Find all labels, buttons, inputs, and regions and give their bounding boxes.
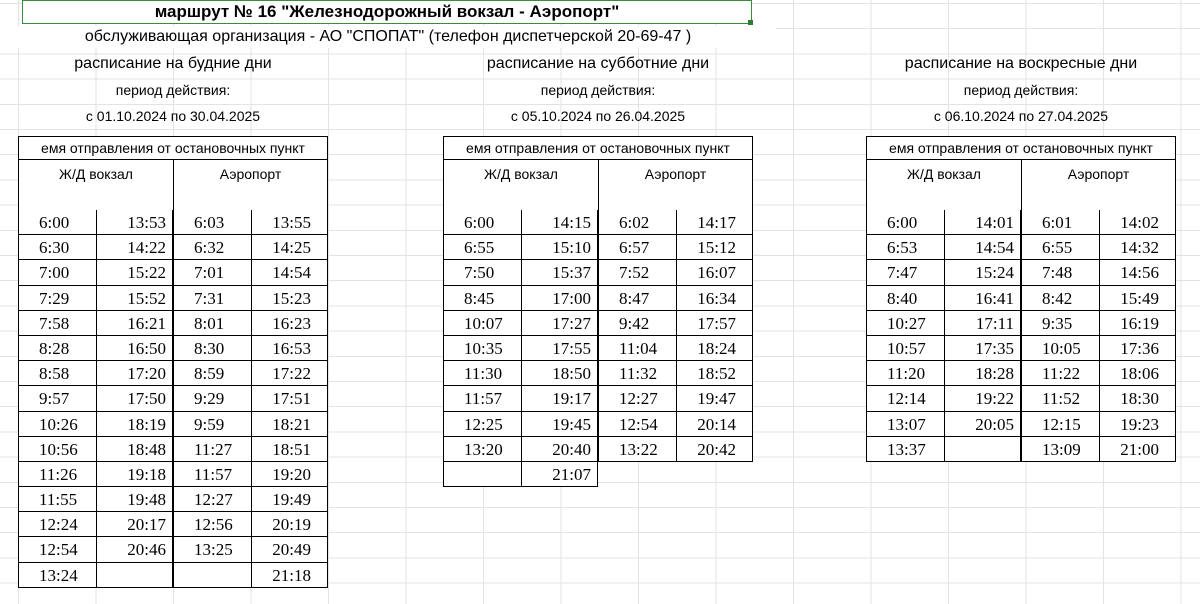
time-cell[interactable]: 13:09: [1021, 437, 1099, 462]
caption-text: емя отправления от остановочных пункт: [41, 140, 305, 156]
weekday-table-caption[interactable]: [18, 136, 328, 159]
table-row: [443, 412, 753, 437]
time-cell[interactable]: 11:55: [18, 487, 96, 512]
time-cell[interactable]: 17:22: [251, 361, 329, 386]
selection-handle[interactable]: [748, 20, 753, 25]
weekday-period: с 01.10.2024 по 30.04.2025: [85, 108, 261, 124]
table-row: [866, 412, 1176, 437]
time-cell[interactable]: [173, 563, 251, 588]
time-cell[interactable]: 11:22: [1021, 361, 1099, 386]
time-cell[interactable]: 19:48: [96, 487, 174, 512]
time-cell[interactable]: 13:07: [866, 412, 944, 437]
time-cell[interactable]: 9:59: [173, 412, 251, 437]
time-cell[interactable]: 9:57: [18, 386, 96, 411]
saturday-period-label: период действия:: [540, 82, 656, 98]
time-cell[interactable]: 18:19: [96, 412, 174, 437]
time-cell[interactable]: 16:41: [944, 286, 1022, 311]
time-cell[interactable]: 11:27: [173, 437, 251, 462]
table-row: [866, 210, 1176, 235]
saturday-title: расписание на субботние дни: [486, 55, 710, 72]
time-cell[interactable]: 14:15: [521, 210, 599, 235]
time-cell[interactable]: 20:42: [676, 437, 754, 462]
time-cell[interactable]: 20:49: [251, 537, 329, 562]
time-cell[interactable]: 11:57: [443, 386, 521, 411]
weekday-header: [18, 54, 328, 126]
time-cell[interactable]: 14:32: [1099, 235, 1177, 260]
time-cell[interactable]: 17:57: [676, 311, 754, 336]
time-cell[interactable]: 13:20: [443, 437, 521, 462]
weekday-schedule-table: [18, 136, 328, 588]
time-cell[interactable]: 20:46: [96, 537, 174, 562]
table-row: [443, 311, 753, 336]
table-row: [866, 361, 1176, 386]
time-cell[interactable]: [96, 563, 174, 588]
table-row: [18, 260, 328, 285]
sunday-table-caption[interactable]: [866, 136, 1176, 159]
weekday-period-label: период действия:: [115, 82, 231, 98]
time-cell[interactable]: 19:23: [1099, 412, 1177, 437]
time-cell[interactable]: 6:03: [173, 210, 251, 235]
time-cell[interactable]: 6:32: [173, 235, 251, 260]
time-cell[interactable]: 11:57: [173, 462, 251, 487]
time-cell[interactable]: 12:24: [18, 512, 96, 537]
table-row: [18, 487, 328, 512]
table-row: [443, 437, 753, 462]
time-cell[interactable]: 12:25: [443, 412, 521, 437]
time-cell[interactable]: 10:56: [18, 437, 96, 462]
table-row: [18, 412, 328, 437]
time-cell[interactable]: 16:07: [676, 260, 754, 285]
time-cell[interactable]: 11:04: [598, 336, 676, 361]
time-cell[interactable]: 14:54: [251, 260, 329, 285]
route-title[interactable]: маршрут № 16 "Железнодорожный вокзал - Аэропорт": [22, 0, 752, 24]
time-cell[interactable]: 6:00: [443, 210, 521, 235]
time-cell[interactable]: 11:20: [866, 361, 944, 386]
time-cell[interactable]: 11:26: [18, 462, 96, 487]
time-cell[interactable]: 17:00: [521, 286, 599, 311]
time-cell[interactable]: 16:23: [251, 311, 329, 336]
time-cell[interactable]: 13:22: [598, 437, 676, 462]
time-cell[interactable]: 19:47: [676, 386, 754, 411]
time-cell[interactable]: 12:27: [173, 487, 251, 512]
sunday-header: [866, 54, 1176, 126]
time-cell[interactable]: 8:01: [173, 311, 251, 336]
time-cell[interactable]: 19:45: [521, 412, 599, 437]
table-row: [18, 537, 328, 562]
time-cell[interactable]: 7:50: [443, 260, 521, 285]
time-cell[interactable]: 8:40: [866, 286, 944, 311]
time-cell[interactable]: 6:53: [866, 235, 944, 260]
time-cell[interactable]: 13:24: [18, 563, 96, 588]
time-cell[interactable]: 7:52: [598, 260, 676, 285]
time-cell[interactable]: 13:55: [251, 210, 329, 235]
table-row: [18, 286, 328, 311]
weekday-stop-headers: [18, 159, 328, 210]
time-cell[interactable]: 19:20: [251, 462, 329, 487]
time-cell[interactable]: 19:49: [251, 487, 329, 512]
table-row: [866, 336, 1176, 361]
time-cell[interactable]: 20:14: [676, 412, 754, 437]
time-cell[interactable]: 13:37: [866, 437, 944, 462]
organization-line: обслуживающая организация - АО "СПОПАТ" (телефон диспетчерской 20-69-47 ): [0, 26, 776, 48]
time-cell[interactable]: 12:54: [18, 537, 96, 562]
time-cell[interactable]: 15:22: [96, 260, 174, 285]
empty-area: [676, 462, 754, 487]
table-row: [866, 311, 1176, 336]
saturday-stop-headers: [443, 159, 753, 210]
time-cell[interactable]: 7:31: [173, 286, 251, 311]
time-cell[interactable]: 18:48: [96, 437, 174, 462]
stop-header-rail-station[interactable]: Ж/Д вокзал: [484, 166, 558, 182]
time-cell[interactable]: 7:00: [18, 260, 96, 285]
saturday-schedule-table: [443, 136, 753, 487]
time-cell[interactable]: 7:29: [18, 286, 96, 311]
sunday-schedule-table: [866, 136, 1176, 462]
time-cell[interactable]: 10:35: [443, 336, 521, 361]
time-cell[interactable]: 7:58: [18, 311, 96, 336]
time-cell[interactable]: 18:24: [676, 336, 754, 361]
time-cell[interactable]: 14:17: [676, 210, 754, 235]
sunday-stop-headers: [866, 159, 1176, 210]
stop-header-airport[interactable]: Аэропорт: [1021, 160, 1175, 210]
time-cell[interactable]: 17:55: [521, 336, 599, 361]
table-row: [443, 260, 753, 285]
time-cell[interactable]: 20:17: [96, 512, 174, 537]
time-cell[interactable]: 12:56: [173, 512, 251, 537]
time-cell[interactable]: 10:07: [443, 311, 521, 336]
time-cell[interactable]: 21:07: [521, 462, 599, 487]
table-row: [443, 286, 753, 311]
time-cell[interactable]: 19:17: [521, 386, 599, 411]
time-cell[interactable]: 12:27: [598, 386, 676, 411]
time-cell[interactable]: 15:24: [944, 260, 1022, 285]
stop-header-rail-station[interactable]: Ж/Д вокзал: [907, 166, 981, 182]
time-cell[interactable]: 11:32: [598, 361, 676, 386]
time-cell[interactable]: 16:50: [96, 336, 174, 361]
time-cell[interactable]: 17:35: [944, 336, 1022, 361]
time-cell[interactable]: 16:19: [1099, 311, 1177, 336]
time-cell[interactable]: 12:14: [866, 386, 944, 411]
time-cell[interactable]: 9:35: [1021, 311, 1099, 336]
stop-header-airport[interactable]: Аэропорт: [173, 160, 327, 210]
time-cell[interactable]: 8:58: [18, 361, 96, 386]
table-row: [866, 286, 1176, 311]
time-cell[interactable]: 19:18: [96, 462, 174, 487]
time-cell[interactable]: 8:28: [18, 336, 96, 361]
time-cell[interactable]: 8:47: [598, 286, 676, 311]
time-cell[interactable]: 17:51: [251, 386, 329, 411]
table-row: [18, 361, 328, 386]
table-row: [866, 437, 1176, 462]
time-cell[interactable]: [944, 437, 1022, 462]
caption-text: емя отправления от остановочных пункт: [466, 140, 730, 156]
time-cell[interactable]: 10:05: [1021, 336, 1099, 361]
time-cell[interactable]: 15:23: [251, 286, 329, 311]
caption-text: емя отправления от остановочных пункт: [889, 140, 1153, 156]
time-cell[interactable]: 14:02: [1099, 210, 1177, 235]
time-cell[interactable]: 17:27: [521, 311, 599, 336]
time-cell[interactable]: 14:56: [1099, 260, 1177, 285]
time-cell[interactable]: 15:37: [521, 260, 599, 285]
time-cell[interactable]: 13:25: [173, 537, 251, 562]
time-cell[interactable]: [443, 462, 521, 487]
time-cell[interactable]: 6:01: [1021, 210, 1099, 235]
time-cell[interactable]: 7:47: [866, 260, 944, 285]
time-cell[interactable]: 8:30: [173, 336, 251, 361]
table-row: [18, 462, 328, 487]
time-cell[interactable]: 14:01: [944, 210, 1022, 235]
time-cell[interactable]: 16:53: [251, 336, 329, 361]
time-cell[interactable]: 14:25: [251, 235, 329, 260]
time-cell[interactable]: 13:53: [96, 210, 174, 235]
time-cell[interactable]: 15:49: [1099, 286, 1177, 311]
time-cell[interactable]: 15:10: [521, 235, 599, 260]
table-row: [866, 386, 1176, 411]
table-row: [443, 336, 753, 361]
table-row: [443, 386, 753, 411]
time-cell[interactable]: 7:48: [1021, 260, 1099, 285]
table-row: [18, 437, 328, 462]
sunday-title: расписание на воскресные дни: [904, 55, 1138, 72]
table-row: [18, 336, 328, 361]
time-cell[interactable]: 8:59: [173, 361, 251, 386]
table-row: [18, 311, 328, 336]
time-cell[interactable]: 21:18: [251, 563, 329, 588]
time-cell[interactable]: 11:30: [443, 361, 521, 386]
table-row: [866, 260, 1176, 285]
time-cell[interactable]: 12:15: [1021, 412, 1099, 437]
stop-header-rail-station[interactable]: Ж/Д вокзал: [59, 166, 133, 182]
table-row: [18, 512, 328, 537]
saturday-period: с 05.10.2024 по 26.04.2025: [510, 108, 686, 124]
time-cell[interactable]: 18:28: [944, 361, 1022, 386]
time-cell[interactable]: 16:21: [96, 311, 174, 336]
time-cell[interactable]: 6:30: [18, 235, 96, 260]
time-cell[interactable]: 20:40: [521, 437, 599, 462]
time-cell[interactable]: 19:22: [944, 386, 1022, 411]
time-cell[interactable]: 10:57: [866, 336, 944, 361]
table-row: [443, 210, 753, 235]
time-cell[interactable]: 14:54: [944, 235, 1022, 260]
time-cell[interactable]: 6:55: [1021, 235, 1099, 260]
time-cell[interactable]: 10:27: [866, 311, 944, 336]
time-cell[interactable]: 8:42: [1021, 286, 1099, 311]
time-cell[interactable]: 18:06: [1099, 361, 1177, 386]
time-cell[interactable]: 8:45: [443, 286, 521, 311]
time-cell[interactable]: 17:50: [96, 386, 174, 411]
time-cell[interactable]: 21:00: [1099, 437, 1177, 462]
time-cell[interactable]: 6:57: [598, 235, 676, 260]
saturday-header: [443, 54, 753, 126]
weekday-title: расписание на будние дни: [74, 55, 272, 72]
table-row: [18, 210, 328, 235]
stop-header-airport[interactable]: Аэропорт: [598, 160, 752, 210]
time-cell[interactable]: 15:12: [676, 235, 754, 260]
time-cell[interactable]: 17:11: [944, 311, 1022, 336]
time-cell[interactable]: 6:55: [443, 235, 521, 260]
time-cell[interactable]: 6:02: [598, 210, 676, 235]
time-cell[interactable]: 18:51: [251, 437, 329, 462]
time-cell[interactable]: 20:19: [251, 512, 329, 537]
table-row: [443, 462, 753, 487]
table-row: [443, 361, 753, 386]
time-cell[interactable]: 6:00: [866, 210, 944, 235]
time-cell[interactable]: 7:01: [173, 260, 251, 285]
time-cell[interactable]: 18:52: [676, 361, 754, 386]
time-cell[interactable]: 12:54: [598, 412, 676, 437]
table-row: [18, 235, 328, 260]
time-cell[interactable]: 14:22: [96, 235, 174, 260]
time-cell[interactable]: 6:00: [18, 210, 96, 235]
time-cell[interactable]: 9:42: [598, 311, 676, 336]
time-cell[interactable]: 18:50: [521, 361, 599, 386]
empty-area: [598, 462, 676, 487]
table-row: [18, 386, 328, 411]
time-cell[interactable]: 16:34: [676, 286, 754, 311]
time-cell[interactable]: 9:29: [173, 386, 251, 411]
time-cell[interactable]: 10:26: [18, 412, 96, 437]
sunday-period: с 06.10.2024 по 27.04.2025: [933, 108, 1109, 124]
time-cell[interactable]: 17:36: [1099, 336, 1177, 361]
time-cell[interactable]: 18:21: [251, 412, 329, 437]
sunday-period-label: период действия:: [963, 82, 1079, 98]
table-row: [443, 235, 753, 260]
time-cell[interactable]: 17:20: [96, 361, 174, 386]
table-row: [18, 563, 328, 588]
time-cell[interactable]: 20:05: [944, 412, 1022, 437]
table-row: [866, 235, 1176, 260]
time-cell[interactable]: 15:52: [96, 286, 174, 311]
saturday-table-caption[interactable]: [443, 136, 753, 159]
time-cell[interactable]: 11:52: [1021, 386, 1099, 411]
time-cell[interactable]: 18:30: [1099, 386, 1177, 411]
